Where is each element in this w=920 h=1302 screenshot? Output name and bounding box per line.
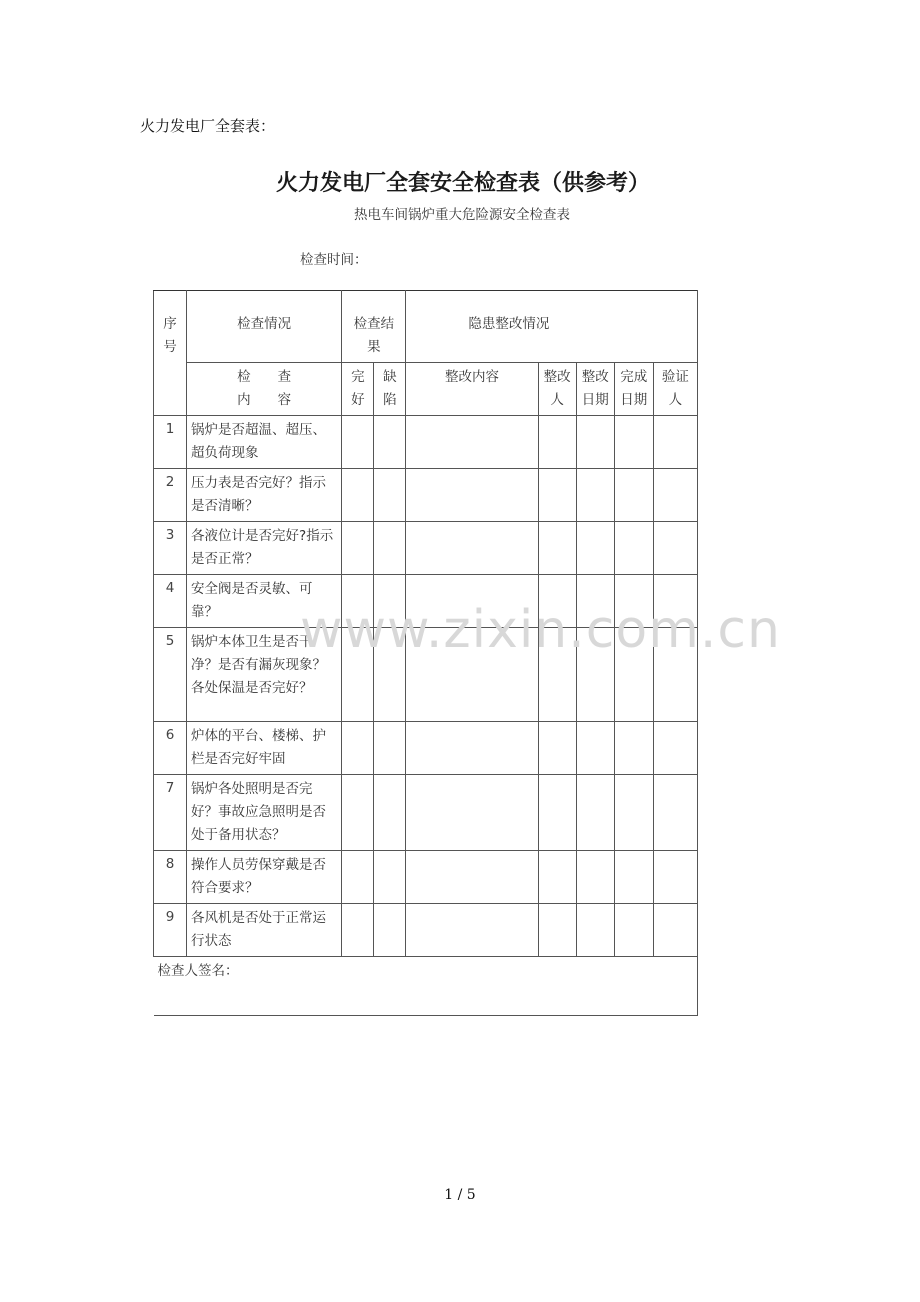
- row-check-item: 锅炉本体卫生是否干净？是否有漏灰现象？各处保温是否完好？: [187, 628, 342, 722]
- table-row: [154, 416, 698, 469]
- row-number: 4: [154, 575, 187, 628]
- cell-good: [342, 628, 374, 722]
- cell-done-date: [614, 469, 653, 522]
- row-check-item: 操作人员劳保穿戴是否符合要求？: [187, 851, 342, 904]
- cell-rect-person: [538, 851, 576, 904]
- row-check-item: 炉体的平台、楼梯、护栏是否完好牢固: [187, 722, 342, 775]
- table-row: [154, 775, 698, 851]
- cell-rect-content: [406, 416, 538, 469]
- cell-good: [342, 722, 374, 775]
- row-number: 7: [154, 775, 187, 851]
- cell-done-date: [614, 522, 653, 575]
- header-done-date: 完成日期: [614, 363, 653, 416]
- header-situation: 检查情况: [187, 291, 342, 363]
- intro-text: 火力发电厂全套表：: [140, 117, 276, 135]
- cell-good: [342, 775, 374, 851]
- row-check-item: 安全阀是否灵敏、可靠？: [187, 575, 342, 628]
- cell-rect-content: [406, 775, 538, 851]
- cell-rect-date: [576, 575, 614, 628]
- cell-verifier: [653, 469, 697, 522]
- row-number: 1: [154, 416, 187, 469]
- cell-done-date: [614, 416, 653, 469]
- cell-rect-person: [538, 722, 576, 775]
- row-number: 9: [154, 904, 187, 957]
- cell-rect-person: [538, 628, 576, 722]
- header-index: 序号: [154, 291, 187, 416]
- header-rect-content: 整改内容: [406, 363, 538, 416]
- cell-verifier: [653, 722, 697, 775]
- watermark: www.zixin.com.cn: [300, 600, 781, 660]
- row-check-item: 压力表是否完好？指示是否清晰？: [187, 469, 342, 522]
- cell-rect-person: [538, 522, 576, 575]
- row-check-item: 锅炉是否超温、超压、超负荷现象: [187, 416, 342, 469]
- header-content: 检 查 内 容: [187, 363, 342, 416]
- header-result: 检查结果: [342, 291, 406, 363]
- cell-defect: [374, 416, 406, 469]
- safety-check-table: [153, 290, 698, 1016]
- cell-rect-content: [406, 904, 538, 957]
- cell-verifier: [653, 851, 697, 904]
- cell-rect-person: [538, 775, 576, 851]
- cell-verifier: [653, 904, 697, 957]
- cell-rect-content: [406, 575, 538, 628]
- cell-done-date: [614, 851, 653, 904]
- cell-done-date: [614, 575, 653, 628]
- cell-defect: [374, 722, 406, 775]
- inspection-time-label: 检查时间：: [300, 252, 368, 268]
- cell-defect: [374, 522, 406, 575]
- header-defect: 缺陷: [374, 363, 406, 416]
- cell-rect-content: [406, 628, 538, 722]
- cell-done-date: [614, 628, 653, 722]
- row-check-item: 各液位计是否完好?指示是否正常？: [187, 522, 342, 575]
- row-number: 5: [154, 628, 187, 722]
- cell-verifier: [653, 522, 697, 575]
- page-number: 1 / 5: [444, 1187, 476, 1203]
- header-good: 完好: [342, 363, 374, 416]
- row-number: 3: [154, 522, 187, 575]
- cell-rect-date: [576, 522, 614, 575]
- cell-good: [342, 522, 374, 575]
- cell-rect-date: [576, 416, 614, 469]
- cell-defect: [374, 851, 406, 904]
- cell-good: [342, 469, 374, 522]
- cell-rect-content: [406, 851, 538, 904]
- cell-rect-content: [406, 722, 538, 775]
- cell-defect: [374, 469, 406, 522]
- cell-defect: [374, 628, 406, 722]
- cell-defect: [374, 775, 406, 851]
- cell-good: [342, 575, 374, 628]
- cell-done-date: [614, 775, 653, 851]
- cell-rect-date: [576, 904, 614, 957]
- table-row: [154, 575, 698, 628]
- cell-rect-content: [406, 469, 538, 522]
- inspector-signature-label: 检查人签名：: [154, 957, 698, 1016]
- header-rect-person: 整改人: [538, 363, 576, 416]
- row-number: 6: [154, 722, 187, 775]
- table-row: [154, 722, 698, 775]
- cell-rect-person: [538, 469, 576, 522]
- signature-row: [154, 957, 698, 1016]
- table-row: [154, 628, 698, 722]
- cell-rect-date: [576, 775, 614, 851]
- table-row: [154, 851, 698, 904]
- row-check-item: 各风机是否处于正常运行状态: [187, 904, 342, 957]
- cell-verifier: [653, 628, 697, 722]
- cell-defect: [374, 575, 406, 628]
- header-rect-date: 整改日期: [576, 363, 614, 416]
- row-number: 8: [154, 851, 187, 904]
- header-rectify: 隐患整改情况: [406, 291, 698, 363]
- cell-done-date: [614, 904, 653, 957]
- cell-rect-date: [576, 722, 614, 775]
- cell-done-date: [614, 722, 653, 775]
- cell-rect-person: [538, 575, 576, 628]
- page-subtitle: 热电车间锅炉重大危险源安全检查表: [354, 207, 570, 223]
- cell-rect-person: [538, 416, 576, 469]
- table-row: [154, 469, 698, 522]
- cell-rect-content: [406, 522, 538, 575]
- cell-verifier: [653, 775, 697, 851]
- cell-good: [342, 904, 374, 957]
- cell-rect-person: [538, 904, 576, 957]
- cell-defect: [374, 904, 406, 957]
- cell-good: [342, 416, 374, 469]
- table-row: [154, 904, 698, 957]
- cell-rect-date: [576, 628, 614, 722]
- page-title: 火力发电厂全套安全检查表（供参考）: [275, 171, 650, 196]
- cell-verifier: [653, 575, 697, 628]
- cell-rect-date: [576, 851, 614, 904]
- row-number: 2: [154, 469, 187, 522]
- cell-rect-date: [576, 469, 614, 522]
- table-row: [154, 522, 698, 575]
- cell-verifier: [653, 416, 697, 469]
- row-check-item: 锅炉各处照明是否完好？事故应急照明是否处于备用状态？: [187, 775, 342, 851]
- header-verifier: 验证人: [653, 363, 697, 416]
- cell-good: [342, 851, 374, 904]
